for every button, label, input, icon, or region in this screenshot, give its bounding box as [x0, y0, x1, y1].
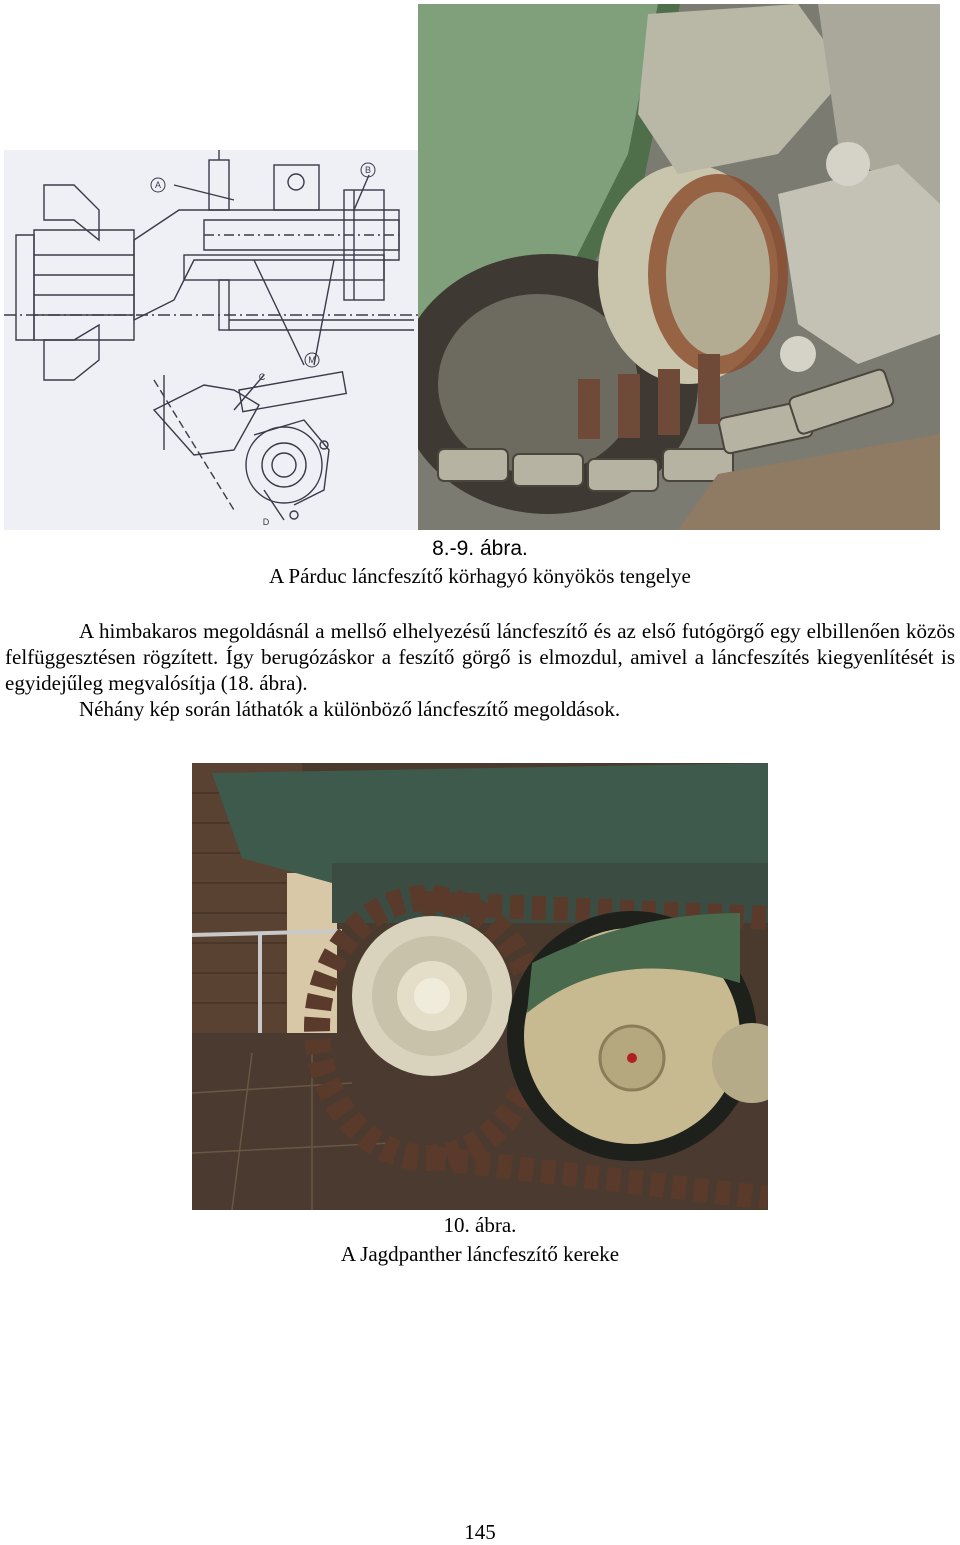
figure-caption-title: A Jagdpanther láncfeszítő kereke: [340, 1242, 620, 1266]
drawing-label-m: M: [308, 355, 316, 365]
body-paragraph: Néhány kép során láthatók a különböző láncfeszítő megoldások.: [79, 697, 621, 721]
body-text: [5, 618, 955, 722]
technical-drawing-figure: [4, 150, 418, 530]
body-paragraph: A himbakaros megoldásnál a mellső elhelyezésű láncfeszítő és az első futógörgő egy elbillenően közös felfüggesztésen rögzített. Így berugózáskor a feszítő görgő is elmozdul, amivel a láncfeszítés kiegyenlítését is egyidejűleg megvalósítja (18. ábra).: [5, 619, 955, 695]
jagdpanther-idler-photo: [192, 763, 768, 1210]
drawing-label-b: B: [364, 165, 372, 175]
figure-caption-title: A Párduc láncfeszítő körhagyó könyökös tengelye: [269, 564, 691, 588]
figure-caption-number: 8.-9. ábra.: [432, 537, 528, 560]
page-number: 145: [464, 1520, 496, 1544]
drawing-label-c: C: [258, 372, 266, 382]
drawing-label-d: D: [262, 517, 270, 527]
drawing-label-a: A: [154, 180, 162, 190]
figure-caption-number: 10. ábra.: [443, 1213, 517, 1237]
track-tensioner-photo: [418, 4, 940, 530]
